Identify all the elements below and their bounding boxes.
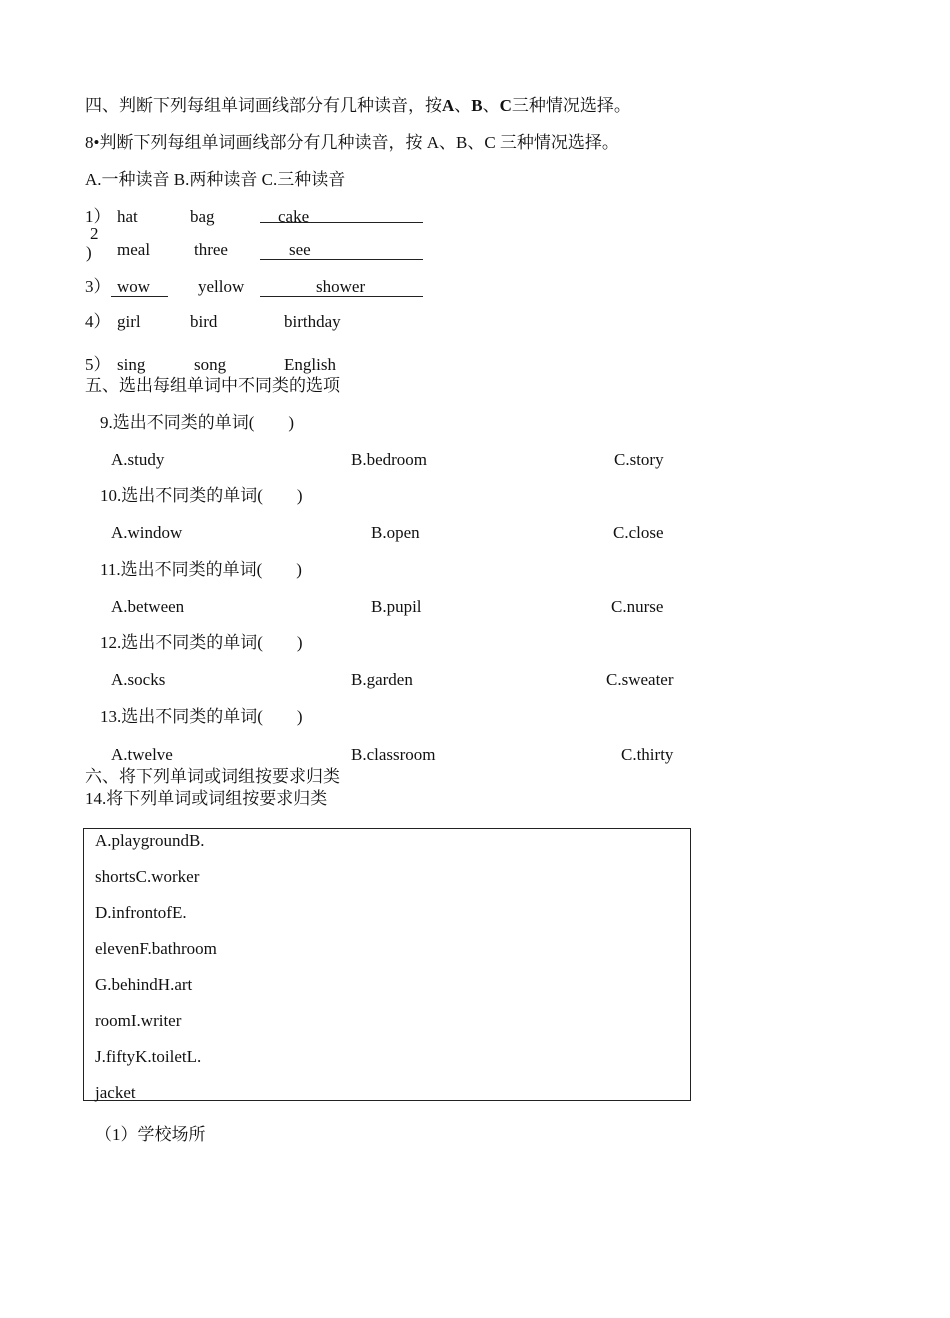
question-9-option-a: A.study — [111, 450, 165, 469]
question-13-option-c: C.thirty — [621, 745, 674, 764]
question-13: 13.选出不同类的单词( ) — [100, 707, 303, 726]
question-9: 9.选出不同类的单词( ) — [100, 413, 295, 432]
row-3-underline-1 — [111, 296, 168, 297]
row-3-word-1: wow — [117, 277, 151, 296]
row-1-number: 1） — [85, 207, 111, 226]
word-bank-line-2: shortsC.worker — [95, 867, 200, 886]
row-2-word-1: meal — [117, 240, 151, 259]
row-5-word-1: sing — [117, 355, 146, 374]
question-10: 10.选出不同类的单词( ) — [100, 486, 303, 505]
row-1-word-1: hat — [117, 207, 138, 226]
question-12-option-a: A.socks — [111, 670, 166, 689]
pronunciation-options: A.一种读音 B.两种读音 C.三种读音 — [85, 170, 346, 189]
row-2-number: 2 — [90, 224, 99, 243]
question-11-option-a: A.between — [111, 597, 185, 616]
row-3-number: 3） — [85, 277, 111, 296]
question-10-option-b: B.open — [371, 523, 420, 542]
row-2-word-2: three — [194, 240, 228, 259]
row-3-underline-3 — [260, 296, 423, 297]
question-9-option-c: C.story — [614, 450, 664, 469]
row-5-word-2: song — [194, 355, 227, 374]
question-14-instruction: 14.将下列单词或词组按要求归类 — [85, 789, 328, 808]
question-10-option-c: C.close — [613, 523, 664, 542]
row-3-word-2: yellow — [198, 277, 245, 296]
question-10-option-a: A.window — [111, 523, 183, 542]
subquestion-1-label: （1）学校场所 — [95, 1125, 206, 1144]
word-bank-line-7: J.fiftyK.toiletL. — [95, 1047, 202, 1066]
word-bank-line-8: jacket — [95, 1083, 136, 1102]
section-six-heading: 六、将下列单词或词组按要求归类 — [85, 767, 340, 786]
question-8-instruction: 8•判断下列每组单词画线部分有几种读音，按 A、B、C 三种情况选择。 — [85, 133, 619, 152]
row-1-underline — [260, 222, 423, 223]
row-5-word-3: English — [284, 355, 336, 374]
question-9-option-b: B.bedroom — [351, 450, 428, 469]
row-3-word-3: shower — [316, 277, 366, 296]
question-13-option-a: A.twelve — [111, 745, 173, 764]
row-5-number: 5） — [85, 355, 111, 374]
row-2-underline — [260, 259, 423, 260]
row-4-word-2: bird — [190, 312, 218, 331]
question-11-option-b: B.pupil — [371, 597, 422, 616]
row-4-word-3: birthday — [284, 312, 341, 331]
row-1-word-2: bag — [190, 207, 215, 226]
question-12-option-b: B.garden — [351, 670, 413, 689]
question-12-option-c: C.sweater — [606, 670, 674, 689]
row-2-word-3: see — [289, 240, 311, 259]
row-2-number-paren: ) — [86, 243, 92, 262]
question-12: 12.选出不同类的单词( ) — [100, 633, 303, 652]
row-4-number: 4） — [85, 312, 111, 331]
word-bank-line-4: elevenF.bathroom — [95, 939, 217, 958]
word-bank-line-6: roomI.writer — [95, 1011, 182, 1030]
word-bank-line-5: G.behindH.art — [95, 975, 193, 994]
row-4-word-1: girl — [117, 312, 141, 331]
word-bank-line-3: D.infrontofE. — [95, 903, 187, 922]
question-11-option-c: C.nurse — [611, 597, 664, 616]
question-13-option-b: B.classroom — [351, 745, 436, 764]
row-1-word-3: cake — [278, 207, 310, 226]
question-11: 11.选出不同类的单词( ) — [100, 560, 302, 579]
section-five-heading: 五、选出每组单词中不同类的选项 — [85, 376, 340, 395]
section-four-heading: 四、判断下列每组单词画线部分有几种读音，按A、B、C三种情况选择。 — [85, 96, 631, 115]
word-bank-line-1: A.playgroundB. — [95, 831, 205, 850]
